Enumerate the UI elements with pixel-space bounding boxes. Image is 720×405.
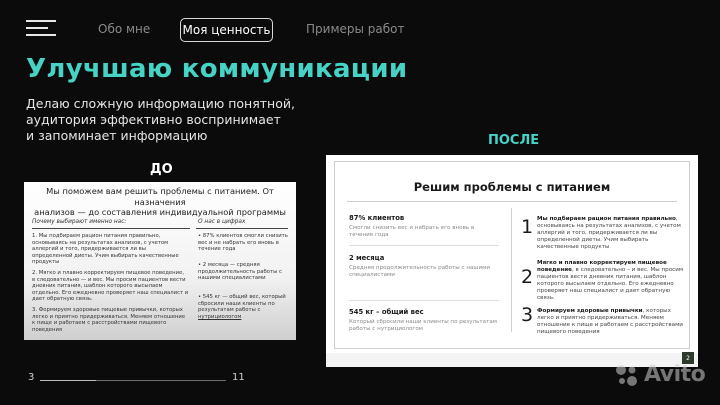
after-title: Решим проблемы с питанием (413, 180, 611, 194)
point-number: 2 (521, 266, 534, 288)
divider (32, 228, 190, 229)
point-text: Мягко и плавно корректируем пищевое поведение, в следовательно – и вес. Мы просим пациентов вести дневник питания, шаблон которого высылаем отдельно. Его ежедневно проверяет наш специалист и дает обратную связь. (537, 260, 684, 301)
stat-desc: Смогли снизить вес и набрать его вновь в течение года (349, 225, 475, 238)
before-right-head: О нас в цифрах (198, 219, 246, 225)
stat-title: 2 месяца (349, 254, 385, 262)
divider (347, 201, 677, 202)
after-slide (326, 155, 698, 367)
subtitle-line: аудитория эффективно воспринимает (26, 112, 281, 127)
avito-logo-icon (614, 362, 640, 388)
divider (196, 228, 288, 229)
point-number: 1 (521, 216, 534, 238)
pager-current: 3 (28, 372, 35, 383)
before-right-item: • 2 месяца — средняя продолжительность работы с нашими специалистами (198, 262, 282, 282)
before-heading (28, 186, 292, 218)
nav-item-value[interactable]: Моя ценность (180, 18, 273, 42)
before-heading-line: анализов — до составления индивидуальной программы (34, 207, 286, 217)
stat-desc: Средняя продолжительность работы с нашими специалистами (349, 265, 491, 278)
point-text: Формируем здоровые привычки, которых легко и приятно придерживаться. Меняем отношение к пище и работаем с расстройствами пищевого поведения (537, 308, 683, 335)
slide-page-number: 2 (682, 352, 694, 364)
before-left-item: 1. Мы подбираем рацион питания правильно, основываясь на результатах анализов, с учетом аллергий и того, придерживается ли вы определенной диеты. Учим выбирать качественные продукты (32, 233, 179, 266)
divider (349, 245, 499, 246)
label-before: ДО (150, 162, 173, 177)
pager-progress (40, 380, 96, 381)
subtitle-line: Делаю сложную информацию понятной, (26, 96, 295, 111)
point-number: 3 (521, 304, 534, 326)
before-left-head: Почему выбирают именно нас: (32, 219, 127, 225)
pager-total: 11 (232, 372, 245, 383)
subtitle-line: и запоминает информацию (26, 128, 208, 143)
nav-item-about[interactable]: Обо мне (98, 22, 151, 36)
before-heading-line: Мы поможем вам решить проблемы с питанием. От назначения (46, 186, 274, 207)
before-right-item: • 87% клиентов смогли снизить вес и не набрать его вновь в течение года (198, 233, 288, 253)
before-left-item: 3. Формируем здоровые пищевые привычки, которых легко и приятно придерживаться. Меняем отношение к пище и работаем с расстройствами пищевого поведения (32, 307, 186, 333)
before-slide (24, 182, 296, 340)
page-subtitle (26, 96, 326, 144)
stat-desc: Который сбросили наши клиенты по результатам работы с нутрициологом (349, 319, 498, 332)
after-slide-frame (334, 161, 690, 349)
label-after: ПОСЛЕ (488, 133, 540, 148)
menu-icon[interactable] (26, 20, 56, 40)
stat-title: 545 кг – общий вес (349, 308, 424, 316)
before-left-item: 2. Мягко и плавно корректируем пищевое поведение, в следовательно — и вес. Мы просим пациентов вести дневник питания, шаблон которого высылаем отдельно. Его ежедневно проверяет наш специалист и дает обратную связь. (32, 270, 189, 303)
avito-watermark (614, 362, 714, 388)
nav-item-works[interactable]: Примеры работ (306, 22, 405, 36)
pager-track (96, 380, 226, 381)
avito-wordmark: Avito (644, 362, 706, 387)
page-title: Улучшаю коммуникации (26, 54, 408, 84)
divider (349, 300, 499, 301)
divider (511, 208, 512, 332)
point-text: Мы подбираем рацион питания правильно, основываясь на результатах анализов, с учетом аллергий и того, придерживается ли вы определенной диеты. Учим выбирать качественные продукты (537, 216, 681, 250)
stat-title: 87% клиентов (349, 214, 405, 222)
before-right-item: • 545 кг — общий вес, который сбросили наши клиенты по результатам работы с нутрициологом (198, 294, 286, 320)
